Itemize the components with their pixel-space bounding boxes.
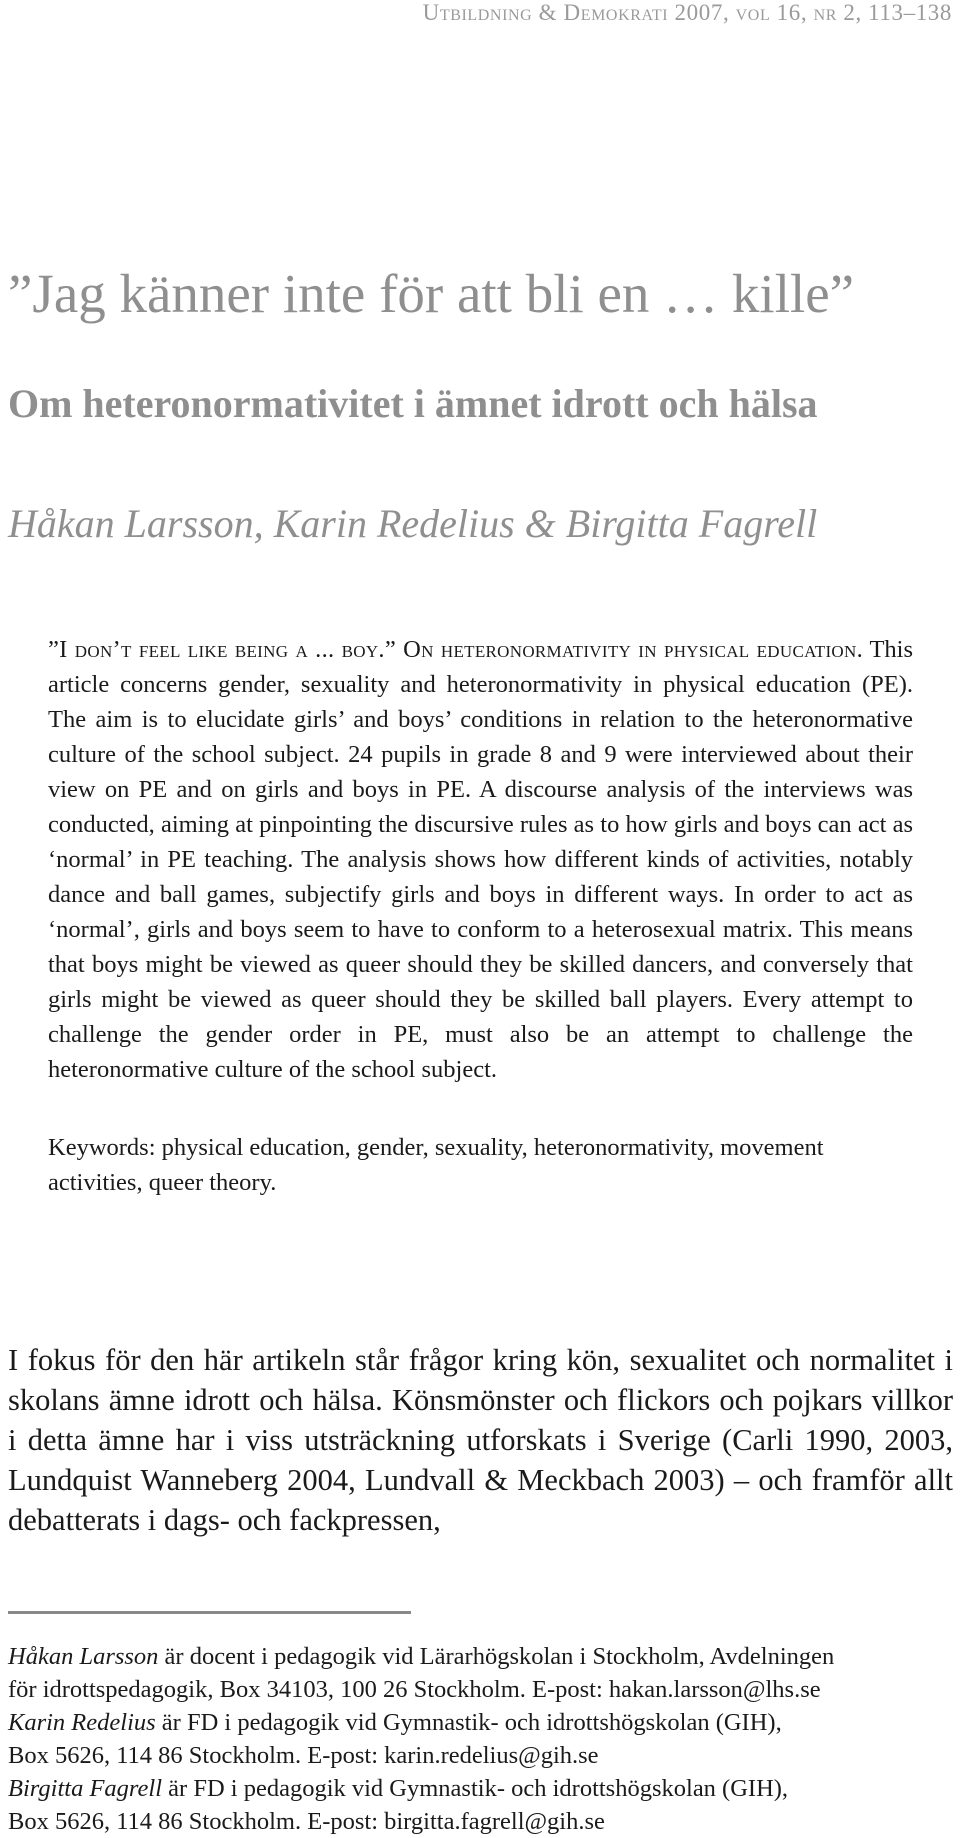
article-authors: Håkan Larsson, Karin Redelius & Birgitta Fagrell (8, 501, 818, 546)
footnote-author-name: Birgitta Fagrell (8, 1775, 163, 1802)
footnote-affiliation: är FD i pedagogik vid Gymnastik- och idrottshögskolan (GIH), (162, 1775, 789, 1802)
abstract-text: This article concerns gender, sexuality and heteronormativity in physical education (PE). The aim is to elucidate girls’ and boys’ conditions in relation to the heteronormative culture of the school subject. 24 pupils in grade 8 and 9 were interviewed about their view on PE and on girls and boys in PE. A discourse analysis of the interviews was conducted, aiming at pinpointing the discursive rules as to how girls and boys can act as ‘normal’ in PE teaching. The analysis shows how different kinds of activities, notably dance and ball games, subjectify girls and boys in different ways. In order to act as ‘normal’, girls and boys seem to have to conform to a heterosexual matrix. This means that boys might be viewed as queer should they be skilled dancers, and conversely that girls might be viewed as queer should they be skilled ball players. Every attempt to challenge the gender order in PE, must also be an attempt to challenge the heteronormative culture of the school subject. (48, 636, 913, 1083)
abstract-heading: ”I don’t feel like being a ... boy.” On heteronormativity in physical education. (48, 636, 864, 663)
article-title: ”Jag känner inte för att bli en … kille” (8, 263, 855, 324)
abstract (48, 632, 913, 1087)
footnote-line (8, 1706, 953, 1739)
article-subtitle: Om heteronormativitet i ämnet idrott och hälsa (8, 381, 818, 426)
footnote-line: för idrottspedagogik, Box 34103, 100 26 Stockholm. E-post: hakan.larsson@lhs.se (8, 1676, 821, 1703)
footnote-divider (8, 1611, 411, 1614)
footnote-author-name: Karin Redelius (8, 1709, 156, 1736)
footnote-line (8, 1772, 953, 1805)
author-footnotes (8, 1640, 953, 1838)
footnote-affiliation: är FD i pedagogik vid Gymnastik- och idrottshögskolan (GIH), (155, 1709, 782, 1736)
footnote-author-name: Håkan Larsson (8, 1643, 159, 1670)
running-head: Utbildning & Demokrati 2007, vol 16, nr 2, 113–138 (422, 0, 952, 25)
footnote-line: Box 5626, 114 86 Stockholm. E-post: karin.redelius@gih.se (8, 1742, 599, 1769)
footnote-line (8, 1640, 953, 1673)
footnote-line: Box 5626, 114 86 Stockholm. E-post: birgitta.fagrell@gih.se (8, 1808, 605, 1835)
keywords: Keywords: physical education, gender, sexuality, heteronormativity, movement activities, queer theory. (48, 1134, 824, 1196)
footnote-affiliation: är docent i pedagogik vid Lärarhögskolan i Stockholm, Avdelningen (158, 1643, 835, 1670)
body-paragraph: I fokus för den här artikeln står frågor kring kön, sexualitet och normalitet i skolans ämne idrott och hälsa. Könsmönster och flickors och pojkars villkor i detta ämne har i viss utsträckning utforskats i Sverige (Carli 1990, 2003, Lundquist Wanneberg 2004, Lundvall & Meckbach 2003) – och framför allt debatterats i dags- och fackpressen, (8, 1343, 953, 1537)
